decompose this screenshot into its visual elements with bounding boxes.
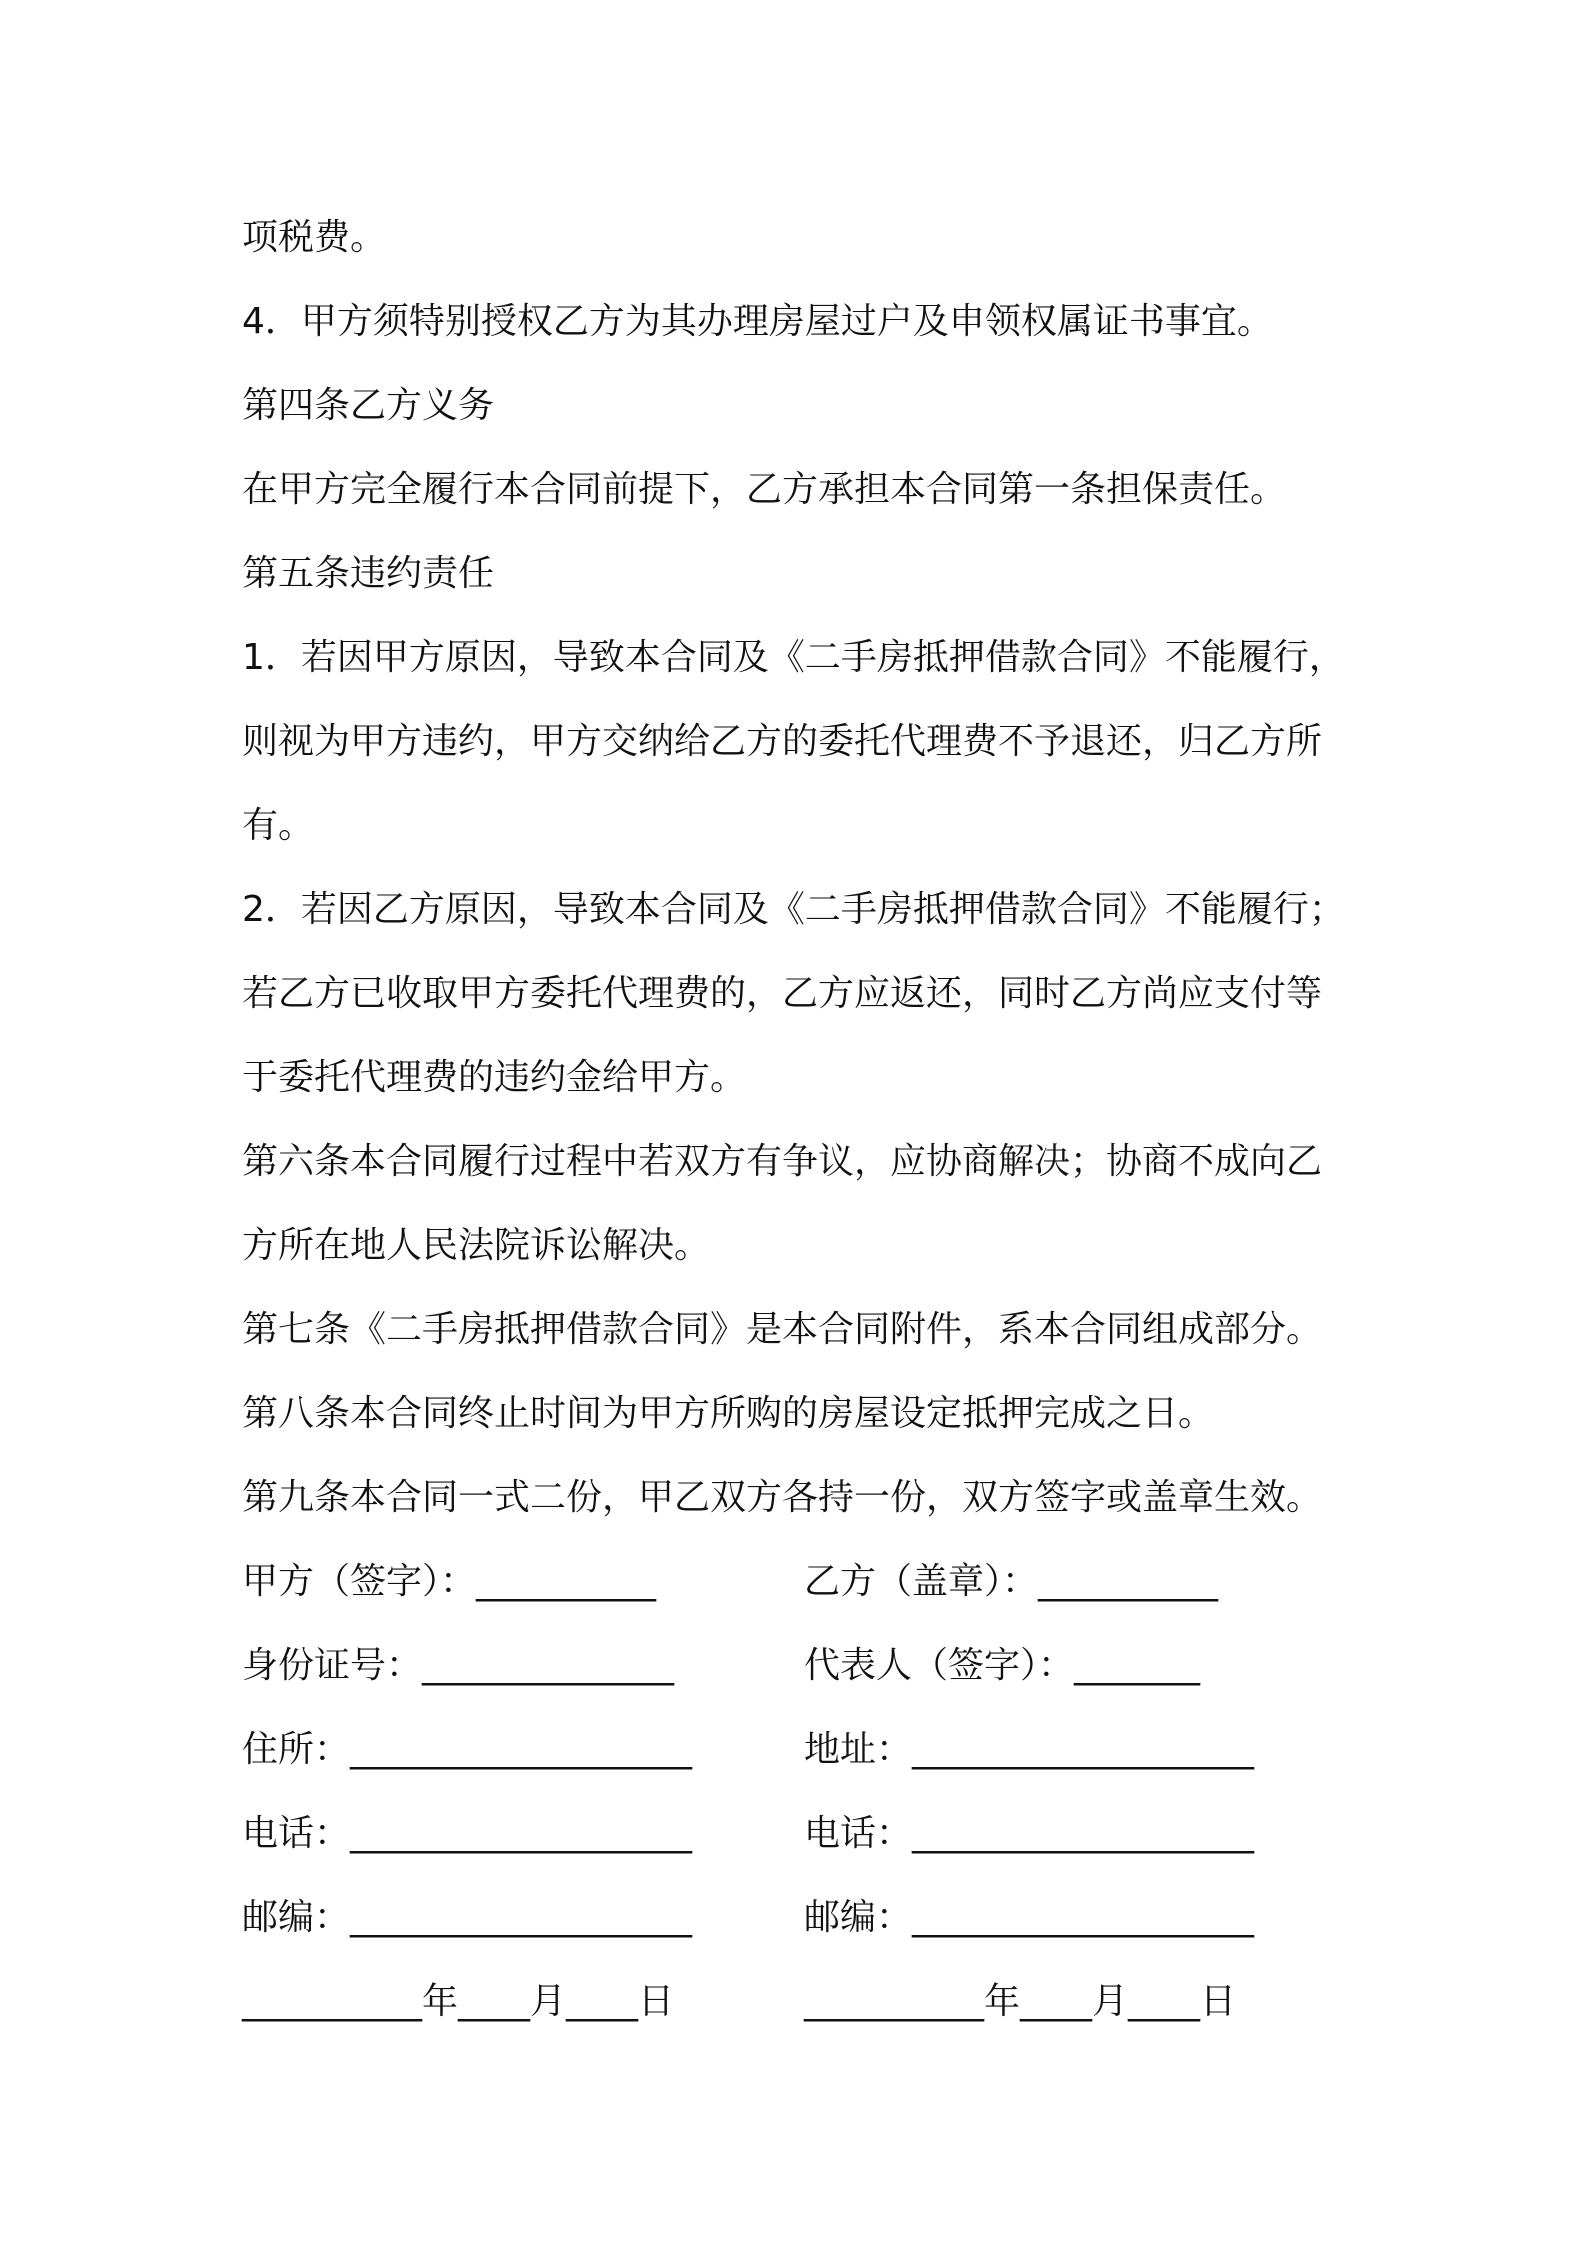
section-heading-article-5: 第五条违约责任 xyxy=(242,553,495,594)
section-article-9: 第九条本合同一式二份，甲乙双方各持一份，双方签字或盖章生效。 xyxy=(242,1477,1323,1518)
party-a-postcode-field: 邮编：___________________ xyxy=(242,1897,693,1938)
party-b-postcode-field: 邮编：___________________ xyxy=(804,1897,1255,1938)
body-line-13: 方所在地人民法院诉讼解决。 xyxy=(242,1225,711,1266)
section-heading-article-4: 第四条乙方义务 xyxy=(242,385,495,426)
contract-body xyxy=(242,196,1392,1540)
body-line-4: 在甲方完全履行本合同前提下，乙方承担本合同第一条担保责任。 xyxy=(242,469,1287,510)
section-article-6: 第六条本合同履行过程中若双方有争议，应协商解决；协商不成向乙 xyxy=(242,1141,1323,1182)
party-a-id-number-field: 身份证号：______________ xyxy=(242,1645,675,1686)
party-b-phone-field: 电话：___________________ xyxy=(804,1813,1255,1854)
body-line-8: 有。 xyxy=(242,805,315,846)
party-a-signature-field: 甲方（签字）：__________ xyxy=(242,1561,657,1602)
section-article-7: 第七条《二手房抵押借款合同》是本合同附件，系本合同组成部分。 xyxy=(242,1309,1323,1350)
signature-row xyxy=(242,1792,1392,1876)
party-b-date-field: __________年____月____日 xyxy=(804,1981,1236,2022)
party-b-representative-field: 代表人（签字）：_______ xyxy=(804,1645,1201,1686)
body-line-6: 1．若因甲方原因，导致本合同及《二手房抵押借款合同》不能履行， xyxy=(242,637,1345,678)
body-line-10: 若乙方已收取甲方委托代理费的，乙方应返还，同时乙方尚应支付等 xyxy=(242,973,1323,1014)
signature-block xyxy=(242,1540,1392,2044)
party-a-residence-field: 住所：___________________ xyxy=(242,1729,693,1770)
body-line-2: 4．甲方须特别授权乙方为其办理房屋过户及申领权属证书事宜。 xyxy=(242,301,1273,342)
signature-row xyxy=(242,1960,1392,2044)
document-page xyxy=(242,196,1392,2044)
body-line-11: 于委托代理费的违约金给甲方。 xyxy=(242,1057,747,1098)
signature-row xyxy=(242,1540,1392,1624)
party-a-date-field: __________年____月____日 xyxy=(242,1981,674,2022)
signature-row xyxy=(242,1708,1392,1792)
party-b-address-field: 地址：___________________ xyxy=(804,1729,1255,1770)
section-article-8: 第八条本合同终止时间为甲方所购的房屋设定抵押完成之日。 xyxy=(242,1393,1215,1434)
party-a-phone-field: 电话：___________________ xyxy=(242,1813,693,1854)
signature-row xyxy=(242,1624,1392,1708)
party-b-seal-field: 乙方（盖章）：__________ xyxy=(804,1561,1219,1602)
body-line-1: 项税费。 xyxy=(242,217,387,258)
body-line-7: 则视为甲方违约，甲方交纳给乙方的委托代理费不予退还，归乙方所 xyxy=(242,721,1323,762)
body-line-9: 2．若因乙方原因，导致本合同及《二手房抵押借款合同》不能履行； xyxy=(242,889,1345,930)
signature-row xyxy=(242,1876,1392,1960)
